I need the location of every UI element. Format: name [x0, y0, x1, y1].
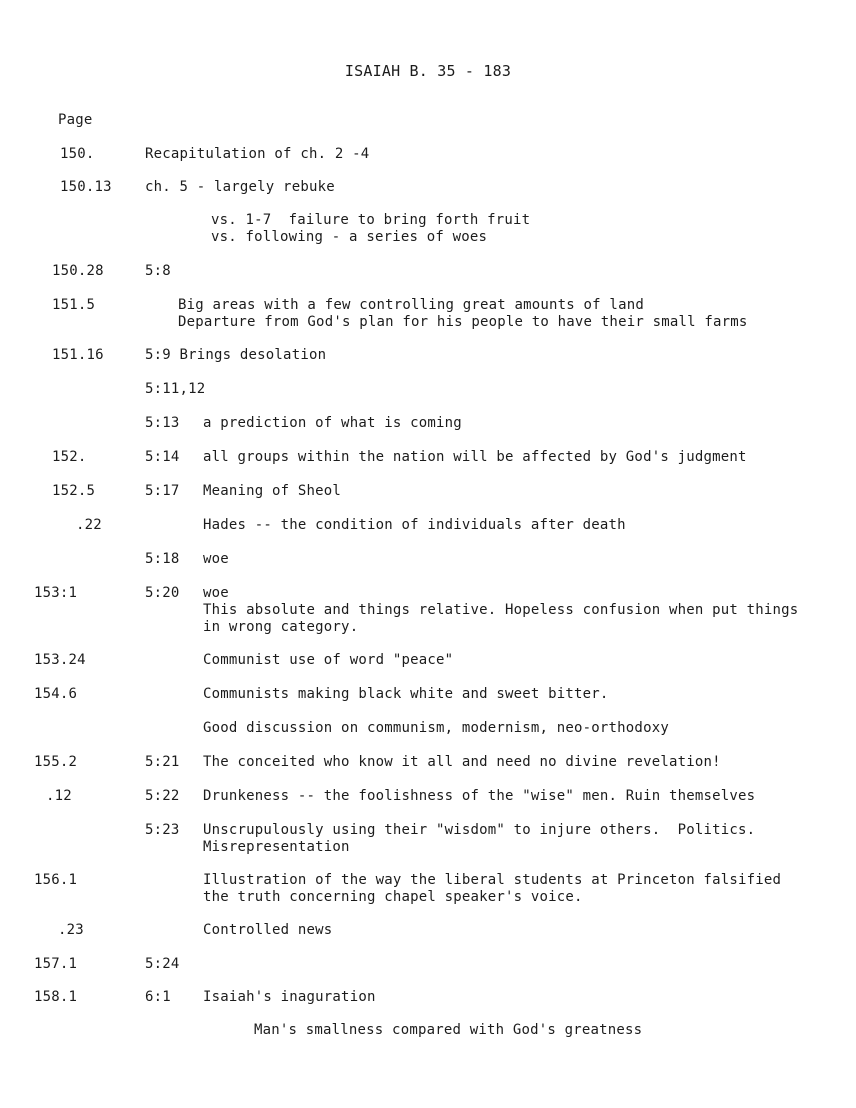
verse-ref: 5:21 [145, 754, 180, 770]
verse-ref: 5:20 [145, 585, 180, 601]
entry-text: Isaiah's inaguration [203, 989, 376, 1005]
entry-text: Unscrupulously using their "wisdom" to injure others. Politics. Misrepresentation [203, 822, 756, 855]
page-ref: 155.2 [34, 754, 78, 770]
verse-ref: 5:22 [145, 788, 180, 804]
verse-ref: 5:23 [145, 822, 180, 838]
verse-ref: 5:8 [145, 263, 171, 279]
page-ref: 151.16 [52, 347, 104, 363]
page-ref: 157.1 [34, 956, 78, 972]
entry-text: Controlled news [203, 922, 333, 938]
page-ref: 150.28 [52, 263, 104, 279]
page-ref: .23 [58, 922, 84, 938]
verse-ref: 5:18 [145, 551, 180, 567]
page-title: ISAIAH B. 35 - 183 [344, 62, 512, 80]
entry-heading: ch. 5 - largely rebuke [145, 179, 335, 195]
page-ref: .12 [46, 788, 72, 804]
verse-ref: 5:24 [145, 956, 180, 972]
page-ref: 150.13 [60, 179, 112, 195]
page-ref: 150. [60, 146, 95, 162]
verse-ref: 6:1 [145, 989, 171, 1005]
entry-text: Communist use of word "peace" [203, 652, 454, 668]
page-ref: 154.6 [34, 686, 78, 702]
entry-text: vs. 1-7 failure to bring forth fruit vs. following - a series of woes [211, 212, 531, 245]
page-ref: 158.1 [34, 989, 78, 1005]
entry-text: Good discussion on communism, modernism, neo-orthodoxy [203, 720, 669, 736]
entry-text: Big areas with a few controlling great amounts of land Departure from God's plan for his people to have their small farms [178, 297, 748, 330]
page-ref: 153.24 [34, 652, 86, 668]
entry-text: all groups within the nation will be affected by God's judgment [203, 449, 747, 465]
verse-ref: 5:17 [145, 483, 180, 499]
entry-text: The conceited who know it all and need no divine revelation! [203, 754, 721, 770]
entry-text: Communists making black white and sweet bitter. [203, 686, 609, 702]
page-ref: 156.1 [34, 872, 78, 888]
entry-heading: Recapitulation of ch. 2 -4 [145, 146, 370, 162]
page-ref: .22 [76, 517, 102, 533]
page-ref: 152.5 [52, 483, 96, 499]
entry-heading: 5:9 Brings desolation [145, 347, 327, 363]
entry-text: Hades -- the condition of individuals after death [203, 517, 626, 533]
page-column-label: Page [58, 112, 93, 128]
entry-text: woe [203, 551, 229, 567]
entry-text: Illustration of the way the liberal students at Princeton falsified the truth concerning chapel speaker's voice. [203, 872, 782, 905]
verse-ref: 5:13 [145, 415, 180, 431]
page-ref: 153:1 [34, 585, 78, 601]
verse-ref: 5:14 [145, 449, 180, 465]
entry-text: Meaning of Sheol [203, 483, 342, 499]
entry-text: a prediction of what is coming [203, 415, 462, 431]
verse-ref: 5:11,12 [145, 381, 206, 397]
page-ref: 151.5 [52, 297, 96, 313]
entry-text: woe This absolute and things relative. Hopeless confusion when put things in wrong category. [203, 585, 799, 635]
entry-text: Drunkeness -- the foolishness of the "wise" men. Ruin themselves [203, 788, 756, 804]
entry-text: Man's smallness compared with God's greatness [254, 1022, 643, 1038]
page-ref: 152. [52, 449, 87, 465]
